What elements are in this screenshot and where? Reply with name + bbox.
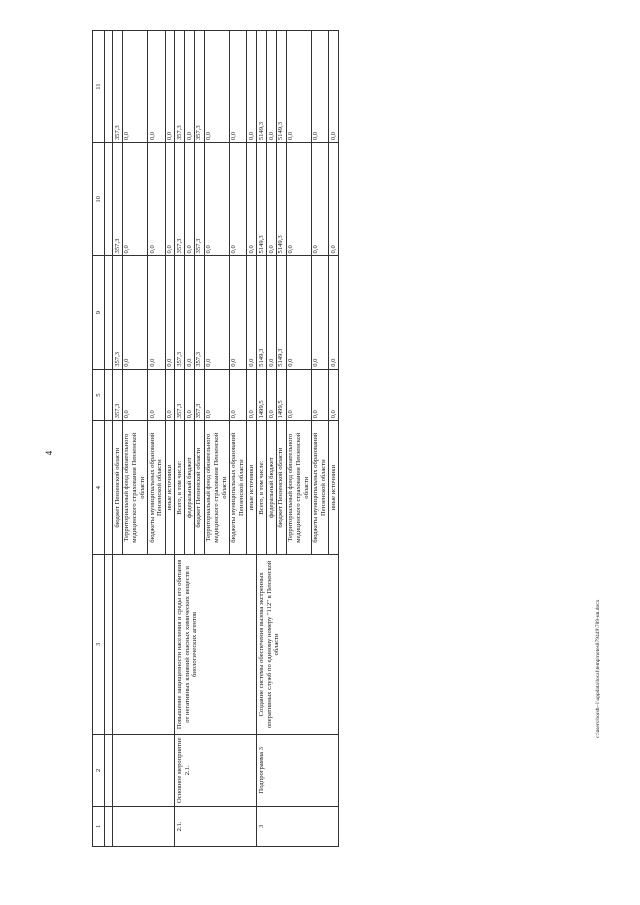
funding-source-cell: бюджет Пензенской области xyxy=(113,421,123,554)
amount-cell: 0,0 xyxy=(185,31,195,143)
amount-cell: 0,0 xyxy=(286,369,311,421)
funding-source-cell: Всего, в том числе: xyxy=(175,421,185,554)
amount-cell: 1499,5 xyxy=(276,369,286,421)
funding-table xyxy=(92,30,339,847)
amount-cell: 357,3 xyxy=(175,369,185,421)
amount-cell: 357,3 xyxy=(175,31,185,143)
amount-cell: 5149,3 xyxy=(257,143,267,256)
amount-cell: 0,0 xyxy=(185,143,195,256)
amount-cell: 357,3 xyxy=(113,369,123,421)
amount-cell: 0,0 xyxy=(229,369,247,421)
description-cell xyxy=(113,554,175,734)
amount-cell: 0,0 xyxy=(286,256,311,369)
row-number-cell: 3 xyxy=(257,806,339,846)
funding-source-cell: бюджеты муниципальных образований Пензенской области xyxy=(229,421,247,554)
rotated-page xyxy=(92,30,568,847)
amount-cell: 0,0 xyxy=(204,143,229,256)
funding-source-cell: Территориальный фонд обязательного медицинского страхования Пензенской области xyxy=(122,421,147,554)
amount-cell: 5149,3 xyxy=(276,31,286,143)
amount-cell: 0,0 xyxy=(204,31,229,143)
amount-cell: 357,3 xyxy=(194,143,204,256)
amount-cell: 0,0 xyxy=(148,143,166,256)
header-row xyxy=(93,31,105,847)
description-cell: Создание системы обеспечения вызова экстренных оперативных служб по единому номеру "112" в Пензенской области xyxy=(257,554,339,734)
amount-cell: 357,3 xyxy=(175,143,185,256)
amount-cell: 0,0 xyxy=(329,369,339,421)
header-cell: 5 xyxy=(93,369,105,421)
funding-source-cell: федеральный бюджет xyxy=(185,421,195,554)
amount-cell: 0,0 xyxy=(148,256,166,369)
funding-source-cell: иные источники xyxy=(329,421,339,554)
row-number-cell xyxy=(113,806,175,846)
amount-cell: 0,0 xyxy=(311,143,329,256)
header-cell: 10 xyxy=(93,143,105,256)
amount-cell: 5149,3 xyxy=(257,256,267,369)
header-cell: 1 xyxy=(93,806,105,846)
funding-source-cell: бюджет Пензенской области xyxy=(194,421,204,554)
amount-cell: 0,0 xyxy=(204,369,229,421)
amount-cell: 0,0 xyxy=(148,369,166,421)
amount-cell: 0,0 xyxy=(267,369,277,421)
amount-cell: 0,0 xyxy=(204,256,229,369)
funding-source-cell: Территориальный фонд обязательного медицинского страхования Пензенской области xyxy=(286,421,311,554)
amount-cell: 0,0 xyxy=(148,31,166,143)
table-row xyxy=(175,31,185,847)
amount-cell: 5149,3 xyxy=(276,256,286,369)
row-number-cell: 2.1. xyxy=(175,806,257,846)
spacer-row xyxy=(105,31,113,847)
amount-cell: 0,0 xyxy=(185,256,195,369)
amount-cell: 1499,5 xyxy=(257,369,267,421)
funding-source-cell: бюджет Пензенской области xyxy=(276,421,286,554)
amount-cell: 357,3 xyxy=(194,256,204,369)
amount-cell: 0,0 xyxy=(165,369,175,421)
amount-cell: 0,0 xyxy=(286,31,311,143)
funding-source-cell: бюджеты муниципальных образований Пензенской области xyxy=(311,421,329,554)
event-name-cell: Подпрограмма 3 xyxy=(257,734,339,806)
amount-cell: 5149,3 xyxy=(276,143,286,256)
amount-cell: 0,0 xyxy=(329,256,339,369)
amount-cell: 0,0 xyxy=(229,256,247,369)
header-cell: 9 xyxy=(93,256,105,369)
description-cell: Повышение защищенности населения и среды его обитания от негативных влияний опасных химических веществ и биологических агентов xyxy=(175,554,257,734)
event-name-cell: Основное мероприятие 2.1. xyxy=(175,734,257,806)
amount-cell: 0,0 xyxy=(267,256,277,369)
amount-cell: 0,0 xyxy=(185,369,195,421)
event-name-cell xyxy=(113,734,175,806)
amount-cell: 0,0 xyxy=(311,369,329,421)
funding-source-cell: иные источники xyxy=(165,421,175,554)
amount-cell: 357,3 xyxy=(194,31,204,143)
amount-cell: 0,0 xyxy=(247,369,257,421)
table-body xyxy=(113,31,339,847)
amount-cell: 0,0 xyxy=(165,256,175,369)
amount-cell: 0,0 xyxy=(329,143,339,256)
amount-cell: 5149,3 xyxy=(257,31,267,143)
amount-cell: 0,0 xyxy=(286,143,311,256)
amount-cell: 0,0 xyxy=(247,256,257,369)
funding-source-cell: федеральный бюджет xyxy=(267,421,277,554)
page-number: 4 xyxy=(44,450,54,456)
amount-cell: 0,0 xyxy=(311,31,329,143)
footer-file-path: c:\users\borsh~1\appdata\local\temp\notes879449\789-un.docx xyxy=(595,599,601,738)
amount-cell: 357,3 xyxy=(194,369,204,421)
amount-cell: 0,0 xyxy=(122,143,147,256)
amount-cell: 357,3 xyxy=(113,31,123,143)
amount-cell: 0,0 xyxy=(122,256,147,369)
amount-cell: 0,0 xyxy=(267,31,277,143)
header-cell: 2 xyxy=(93,734,105,806)
amount-cell: 0,0 xyxy=(165,31,175,143)
amount-cell: 0,0 xyxy=(311,256,329,369)
amount-cell: 0,0 xyxy=(165,143,175,256)
amount-cell: 0,0 xyxy=(247,143,257,256)
amount-cell: 0,0 xyxy=(229,31,247,143)
header-cell: 3 xyxy=(93,554,105,734)
amount-cell: 357,3 xyxy=(175,256,185,369)
funding-source-cell: Всего, в том числе: xyxy=(257,421,267,554)
funding-source-cell: Территориальный фонд обязательного медицинского страхования Пензенской области xyxy=(204,421,229,554)
amount-cell: 357,3 xyxy=(113,256,123,369)
amount-cell: 0,0 xyxy=(122,31,147,143)
table-row xyxy=(257,31,267,847)
table-row xyxy=(113,31,123,847)
amount-cell: 0,0 xyxy=(247,31,257,143)
amount-cell: 0,0 xyxy=(267,143,277,256)
funding-source-cell: бюджеты муниципальных образований Пензенской области xyxy=(148,421,166,554)
amount-cell: 0,0 xyxy=(329,31,339,143)
amount-cell: 357,3 xyxy=(113,143,123,256)
header-cell: 4 xyxy=(93,421,105,554)
funding-source-cell: иные источники xyxy=(247,421,257,554)
amount-cell: 0,0 xyxy=(122,369,147,421)
amount-cell: 0,0 xyxy=(229,143,247,256)
header-cell: 11 xyxy=(93,31,105,143)
